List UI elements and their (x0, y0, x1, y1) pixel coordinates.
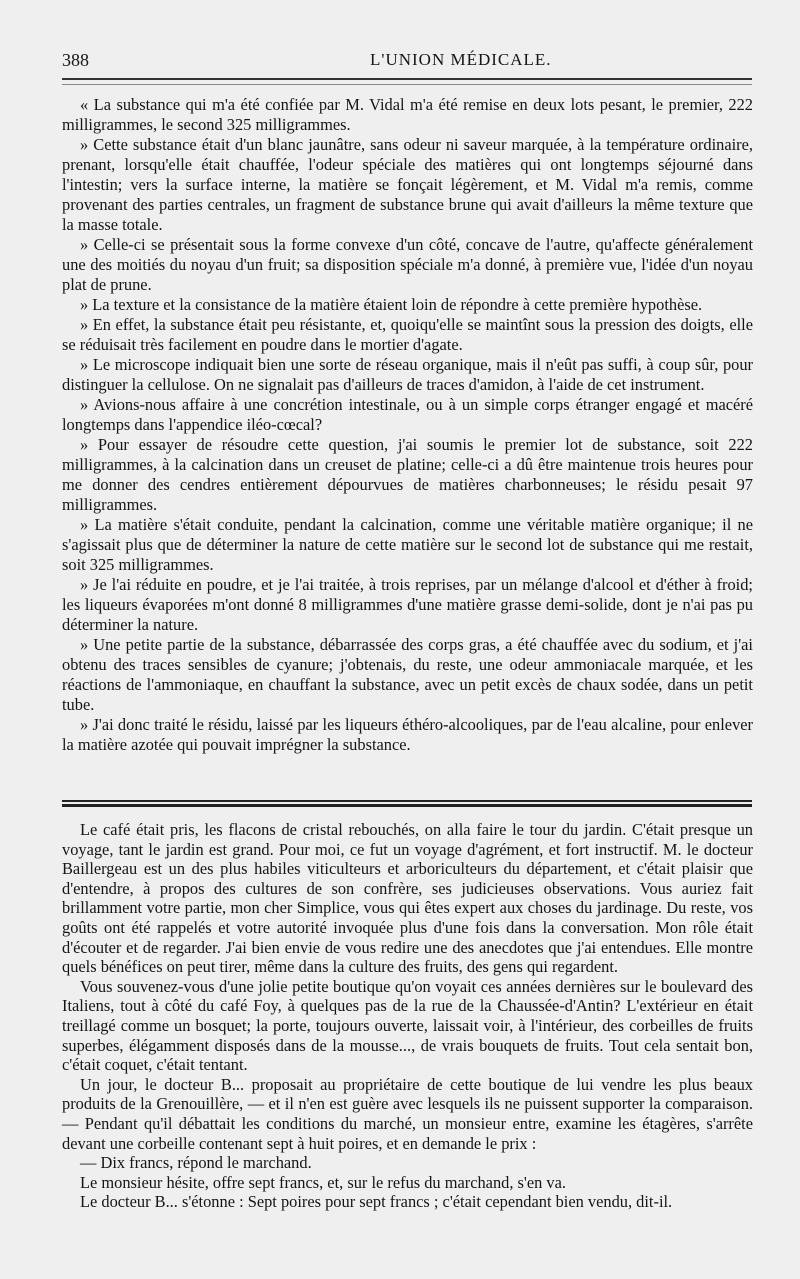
story-paragraph: Un jour, le docteur B... proposait au propriétaire de cette boutique de lui vendre les plus beaux produits de la Grenouillère, — et il n'en est guère avec lesquels ils ne puissent supporter la comparaison. — Pendant qu'il débattait les conditions du marché, un monsieur entre, examine les étagères, s'arrête devant une corbeille contenant sept à huit poires, et en demande le prix : (62, 1074, 753, 1153)
feuilleton-story-block (62, 820, 753, 1212)
report-quote-block (62, 95, 753, 755)
quote-paragraph: » En effet, la substance était peu résistante, et, quoiqu'elle se maintînt sous la pression des doigts, elle se réduisait très facilement en poudre dans le mortier d'agate. (62, 315, 753, 354)
quote-paragraph: » La texture et la consistance de la matière étaient loin de répondre à cette première hypothèse. (80, 295, 703, 314)
story-paragraph: Le café était pris, les flacons de cristal rebouchés, on alla faire le tour du jardin. C'était presque un voyage, tant le jardin est grand. Pour moi, ce fut un voyage d'agrément, et fort instructif. M. le docteur Baillergeau est un des plus habiles viticulteurs et arboriculteurs du département, et c'était plaisir que d'entendre, à propos des cultures de son confrère, ses judicieuses observations. Vous auriez fait brillamment votre partie, mon cher Simplice, vous qui êtes expert aux choses du jardinage. Du reste, vos goûts ont été rappelés et votre autorité invoquée plus d'une fois dans la conversation. Mon rôle était d'écouter et de regarder. J'ai bien envie de vous redire une des anecdotes que j'ai entendues. Elle montre quels bénéfices on peut tirer, même dans la culture des fruits, des gens qui regardent. (62, 820, 753, 977)
quote-paragraph: » Avions-nous affaire à une concrétion intestinale, ou à un simple corps étranger engagé et macéré longtemps dans l'appendice iléo-cœcal? (62, 395, 753, 434)
story-paragraph: Le monsieur hésite, offre sept francs, et, sur le refus du marchand, s'en va. (80, 1172, 567, 1192)
story-paragraph: Le docteur B... s'étonne : Sept poires pour sept francs ; c'était cependant bien vendu, dit-il. (80, 1192, 673, 1212)
story-paragraph: — Dix francs, répond le marchand. (80, 1153, 312, 1173)
quote-paragraph: » Celle-ci se présentait sous la forme convexe d'un côté, concave de l'autre, qu'affecte généralement une des moitiés du noyau d'un fruit; sa disposition spéciale m'a donné, à première vue, l'idée d'un noyau plat de prune. (62, 235, 753, 294)
quote-paragraph: » J'ai donc traité le résidu, laissé par les liqueurs éthéro-alcooliques, par de l'eau alcaline, pour enlever la matière azotée qui pouvait imprégner la substance. (62, 715, 753, 754)
running-head (62, 50, 752, 76)
journal-title: L'UNION MÉDICALE. (370, 50, 552, 69)
quote-paragraph: » Le microscope indiquait bien une sorte de réseau organique, mais il n'eût pas suffi, à coup sûr, pour distinguer la cellulose. On ne signalait pas d'ailleurs de traces d'amidon, à l'aide de cet instrument. (62, 355, 753, 394)
page-number: 388 (62, 50, 89, 70)
quote-paragraph: » Pour essayer de résoudre cette question, j'ai soumis le premier lot de substance, soit 222 milligrammes, à la calcination dans un creuset de platine; celle-ci a dû être maintenue trois heures pour me donner des cendres entièrement dépourvues de matières charbonneuses; le résidu pesait 97 milligrammes. (62, 435, 753, 514)
quote-paragraph: » La matière s'était conduite, pendant la calcination, comme une véritable matière organique; il ne s'agissait plus que de déterminer la nature de cette matière sur le second lot de substance qui me restait, soit 325 milligrammes. (62, 515, 753, 574)
header-rule-thin (62, 84, 752, 85)
quote-paragraph: « La substance qui m'a été confiée par M. Vidal m'a été remise en deux lots pesant, le premier, 222 milligrammes, le second 325 milligrammes. (62, 95, 753, 134)
story-paragraph: Vous souvenez-vous d'une jolie petite boutique qu'on voyait ces années dernières sur le boulevard des Italiens, tout à côté du café Foy, à quelques pas de la rue de la Chaussée-d'Antin? L'extérieur en était treillagé comme un bosquet; la porte, toujours ouverte, laissait voir, à l'intérieur, des corbeilles de fruits superbes, élégamment disposés dans de la mousse..., de vrais bouquets de fruits. Tout cela sentait bon, c'était coquet, c'était tentant. (62, 976, 753, 1075)
quote-paragraph: » Une petite partie de la substance, débarrassée des corps gras, a été chauffée avec du sodium, et j'ai obtenu des traces sensibles de cyanure; j'obtenais, du reste, une odeur ammoniacale marquée, et les réactions de l'ammoniaque, en chauffant la substance, avec un petit excès de chaux sodée, dans un petit tube. (62, 635, 753, 714)
section-divider (62, 800, 752, 807)
quote-paragraph: » Je l'ai réduite en poudre, et je l'ai traitée, à trois reprises, par un mélange d'alcool et d'éther à froid; les liqueurs évaporées m'ont donné 8 milligrammes d'une matière grasse demi-solide, dont je n'ai pas pu déterminer la nature. (62, 575, 753, 634)
quote-paragraph: » Cette substance était d'un blanc jaunâtre, sans odeur ni saveur marquée, à la température ordinaire, prenant, lorsqu'elle était chauffée, l'odeur spéciale des matières qui ont longtemps séjourné dans l'intestin; vers la surface interne, la matière se fonçait légèrement, et M. Vidal m'a remis, comme provenant des parties centrales, un fragment de substance brune qui avait d'ailleurs la même texture que la masse totale. (62, 135, 753, 234)
header-rule (62, 78, 752, 80)
